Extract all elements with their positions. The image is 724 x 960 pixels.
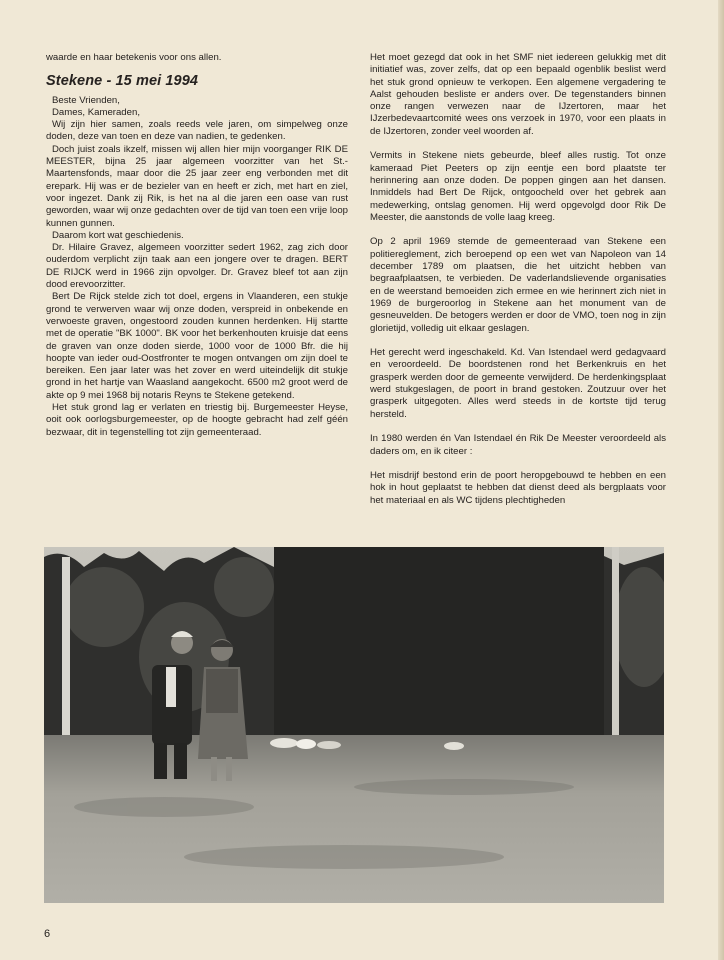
paragraph: Daarom kort wat geschiedenis. [52, 229, 184, 241]
right-column [370, 52, 666, 507]
birch-trunk [62, 557, 70, 757]
lawn [44, 735, 664, 903]
paragraph: Wij zijn hier samen, zoals reeds vele jaren, om simpelweg onze doden, deze van toen en deze van nadien, te gedenken. [46, 119, 348, 143]
left-column [46, 52, 348, 439]
page-number: 6 [44, 928, 51, 940]
paragraph: Het stuk grond lag er verlaten en triestig bij. Burgemeester Heyse, ooit ook oorlogsburgemeester, op de hoogte gebracht had zelf géén bezwaar, dit in tegenstelling tot zijn gemeenteraad. [46, 402, 348, 438]
birch-trunk [612, 547, 619, 742]
paragraph: Op 2 april 1969 stemde de gemeenteraad van Stekene een politiereglement, zich beroepend op een wet van Napoleon van 14 december 1789 om plaatsen, die het uitzicht hebben van begraafplaatsen, te verbieden. De vaderlandslievende organisaties en de weerstand bemoeiden zich ermee en wie herinnert zich niet in 1969 de burgeroorlog in Stekene aan het monument van de gesneuvelden. De betogers werden er door de VMO, toen nog in zijn glorietijd, volledig uit elkaar geslagen. [370, 236, 666, 334]
tree-line [44, 547, 664, 747]
paragraph: Vermits in Stekene niets gebeurde, bleef alles rustig. Tot onze kameraad Piet Peeters op zijn eentje een bord plaatste ter herinnering aan onze doden. De poppen gingen aan het dansen. Inmiddels had Bert De Rijck, ontgoocheld over het gebrek aan medewerking, ontslag genomen. Hij werd opgevolgd door Rik De Meester, die aanstonds de volle laag kreeg. [370, 150, 666, 223]
photo-illustration [44, 547, 664, 903]
paragraph: In 1980 werden én Van Istendael én Rik De Meester veroordeeld als daders om, en ik citeer : [370, 433, 666, 457]
photo-couple-in-park [44, 547, 664, 903]
paragraph: Doch juist zoals ikzelf, missen wij allen hier mijn voorganger RIK DE MEESTER, bijna 25 jaar algemeen voorzitter van het St.-Maartensfonds, maar door die 25 jaar zeer eng verbonden met dit erepark. Hij was er de bezieler van en heeft er zich, met hart en ziel, voor ingezet. Dank zij Rik, is het na al die jaren een oase van rust geworden, waar wij onze gedachten over de tijd van toen een vrije loop kunnen gunnen. [46, 143, 348, 229]
intro-line: waarde en haar betekenis voor ons allen. [46, 52, 222, 63]
article-heading: Stekene - 15 mei 1994 [46, 73, 199, 90]
paragraph: Bert De Rijck stelde zich tot doel, ergens in Vlaanderen, een stukje grond te verwerven waar wij onze doden, verspreid in onbekende en verwoeste graven, ongestoord zouden kunnen herdenken. Hij startte met de operatie "BK 1000". BK voor het berkenhouten kruisje dat eens de graven van onze doden sierde, 1000 voor de 1000 Bfr. die hij hoopte van ieder oud-Oostfronter te mogen ontvangen om zijn doel te bereiken. Een jaar later was het zover en werd uiteindelijk dit stukje grond in het hartje van Waasland aangekocht. 6500 m2 groot werd de akte op 9 mei 1968 bij notaris Reyns te Stekene getekend. [46, 291, 348, 401]
paragraph: Het moet gezegd dat ook in het SMF niet iedereen gelukkig met dit initiatief was, zover zelfs, dat op een bepaald ogenblik beslist werd het stuk grond opnieuw te verkopen. Een algemene vergadering te Aalst gehouden besliste er anders over. De tegenstanders binnen onze rangen verwezen naar de IJzertoren, maar het IJzerbedevaartcomité wees ons verzoek in 1970, voor een plaats in de IJzertoren, zonder veel woorden af. [370, 52, 666, 137]
paragraph-greeting-2: Dames, Kameraden, [52, 106, 140, 118]
paragraph-greeting-1: Beste Vrienden, [52, 94, 120, 106]
paragraph: Het misdrijf bestond erin de poort heropgebouwd te hebben en een hok in hout geplaatst te hebben dat dienst deed als bergplaats voor het materiaal en als WC tijdens plechtigheden [370, 470, 666, 506]
paragraph: Dr. Hilaire Gravez, algemeen voorzitter sedert 1962, zag zich door ouderdom verplicht zijn taak aan een jongere over te dragen. BERT DE RIJCK werd in 1966 zijn opvolger. Dr. Gravez bleef tot aan zijn dood erevoorzitter. [46, 242, 348, 291]
page-edge [718, 0, 724, 960]
paragraph: Het gerecht werd ingeschakeld. Kd. Van Istendael werd gedagvaard en veroordeeld. De boordstenen rond het Berkenkruis en het grasperk werden door de gemeente verwijderd. De herdenkingsplaat werd stukgeslagen, de poort in brand gestoken. Zoutzuur over het grasperk uitgegoten. Alles werd steeds in de kortste tijd terug hersteld. [370, 347, 666, 420]
